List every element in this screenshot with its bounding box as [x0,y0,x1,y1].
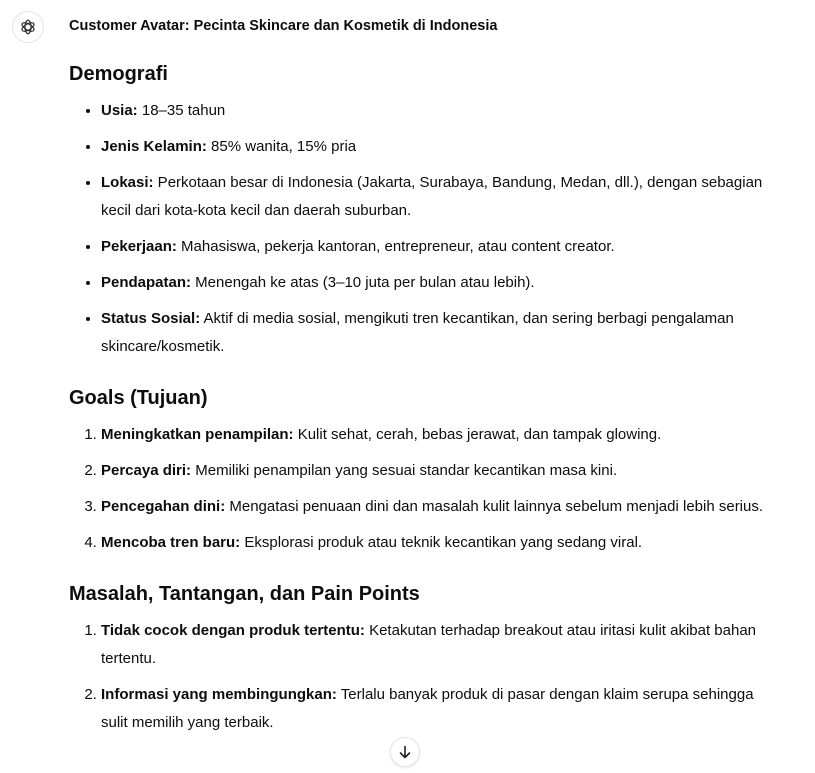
message-title: Customer Avatar: Pecinta Skincare dan Kosmetik di Indonesia [69,18,498,34]
item-label: Pendapatan: [101,274,192,291]
demografi-list [69,97,784,361]
item-text: Kulit sehat, cerah, bebas jerawat, dan tampak glowing. [293,426,662,443]
list-item [101,529,784,557]
item-label: Mencoba tren baru: [101,534,241,551]
item-label: Tidak cocok dengan produk tertentu: [101,622,365,639]
item-label: Pekerjaan: [101,238,177,255]
item-label: Jenis Kelamin: [101,138,207,155]
arrow-down-icon [398,745,412,759]
item-text: Mengatasi penuaan dini dan masalah kulit lainnya sebelum menjadi lebih serius. [225,498,764,515]
item-text: Aktif di media sosial, mengikuti tren kecantikan, dan sering berbagi pengalaman skincare/kosmetik. [101,310,734,355]
item-label: Lokasi: [101,174,154,191]
item-text: Mahasiswa, pekerja kantoran, entrepreneur, atau content creator. [176,238,615,255]
list-item [101,493,784,521]
item-label: Meningkatkan penampilan: [101,426,294,443]
assistant-avatar [12,11,44,43]
list-item [101,457,784,485]
item-label: Pencegahan dini: [101,498,226,515]
item-text: Memiliki penampilan yang sesuai standar kecantikan masa kini. [191,462,618,479]
section-heading-demografi: Demografi [69,63,168,85]
item-text: Eksplorasi produk atau teknik kecantikan yang sedang viral. [240,534,643,551]
item-text: Perkotaan besar di Indonesia (Jakarta, Surabaya, Bandung, Medan, dll.), dengan sebagian kecil dari kota-kota kecil dan daerah suburban. [101,174,763,219]
goals-list [69,421,784,557]
chatgpt-logo-icon [19,18,37,36]
section-heading-goals: Goals (Tujuan) [69,387,208,409]
item-label: Percaya diri: [101,462,192,479]
list-item [101,169,784,225]
item-text: Ketakutan terhadap breakout atau iritasi kulit akibat bahan tertentu. [101,622,757,667]
pain-points-list [69,617,784,737]
scroll-to-bottom-button[interactable] [390,737,420,767]
list-item [101,681,784,737]
list-item [101,617,784,673]
item-text: 18–35 tahun [137,102,226,119]
list-item [101,97,784,125]
list-item [101,421,784,449]
list-item [101,133,784,161]
message-content [69,60,784,760]
item-label: Informasi yang membingungkan: [101,686,337,703]
section-heading-pain-points: Masalah, Tantangan, dan Pain Points [69,583,420,605]
list-item [101,269,784,297]
list-item [101,305,784,361]
item-text: Menengah ke atas (3–10 juta per bulan atau lebih). [191,274,535,291]
list-item [101,233,784,261]
item-label: Usia: [101,102,138,119]
item-label: Status Sosial: [101,310,201,327]
item-text: Terlalu banyak produk di pasar dengan klaim serupa sehingga sulit memilih yang terbaik. [101,686,754,731]
item-text: 85% wanita, 15% pria [206,138,357,155]
